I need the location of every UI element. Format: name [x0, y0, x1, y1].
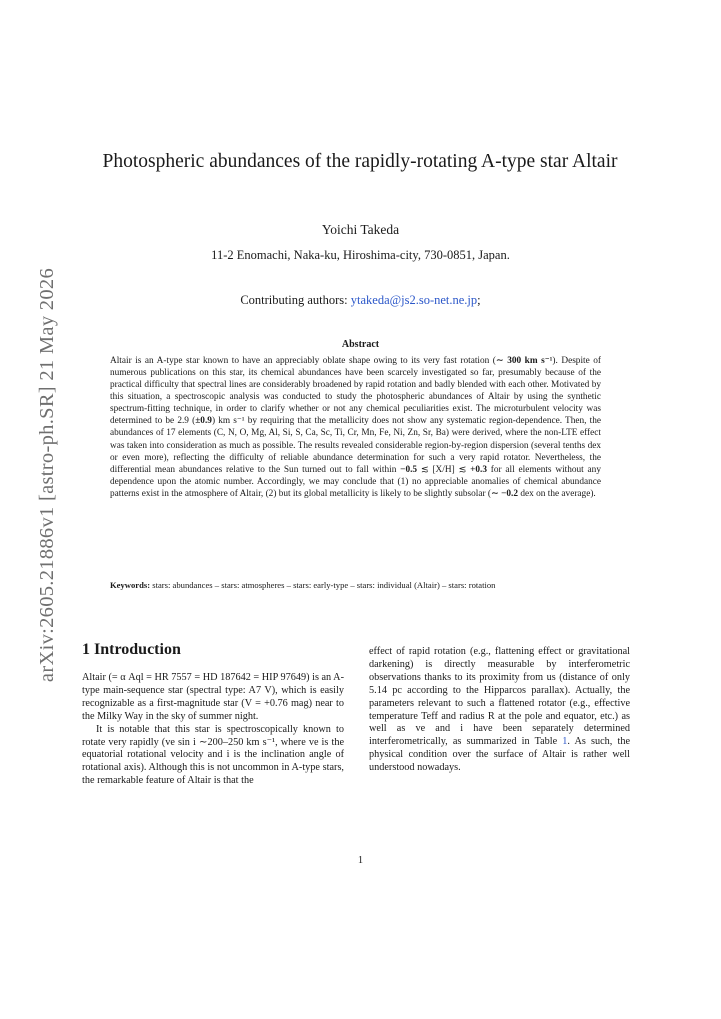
abstract-part-3: ) km s⁻¹ by requiring that the metallicity does not show any systematic region-dependence. Then, the abundances of 17 elements (C, N, O, Mg, Al, Si, S, Ca, Sc, Ti, Cr, Mn, Fe, Ni, Zn, Sr, Ba) were derived, where the non-LTE effect was taken into consideration as much as possible. The results revealed considerable region-by-region dispersion (several tenths dex or even more), reflecting the difficulty of reliable abundance determination for such a very rapid rotator. Nevertheless, the differential mean abundances relative to the Sun turned out to fall within	[110, 416, 601, 475]
keywords-text: stars: abundances – stars: atmospheres – stars: early-type – stars: individual (Altair) – stars: rotation	[150, 580, 496, 590]
paper-title: Photospheric abundances of the rapidly-rotating A-type star Altair	[102, 151, 618, 172]
author-email-link[interactable]: ytakeda@js2.so-net.ne.jp	[350, 293, 478, 307]
abstract-heading: Abstract	[341, 339, 380, 350]
abstract-part-2: ). Despite of numerous publications on this star, its chemical abundances have been scarcely investigated so far, presumably because of the practical difficulty that spectral lines are considerably broadened by rapid rotation and badly blended with each other. Motivated by this situation, a spectroscopic analysis was conducted to study the photospheric abundances of Altair by using the synthetic spectrum-fitting technique, in order to clarify whether or not any chemical peculiarities exist. The microturbulent velocity was determined to be 2.9 (	[110, 356, 602, 427]
keywords-label: Keywords:	[110, 580, 151, 590]
intro-p3-part-2: . As such, the physical condition over the surface of Altair is rather well understood nowadays.	[369, 736, 630, 774]
section-heading-introduction: 1 Introduction	[82, 641, 181, 658]
intro-paragraph-3	[369, 646, 630, 775]
abstract-microturbulence-error: ±0.9	[195, 416, 212, 427]
contributing-authors	[0, 293, 721, 308]
contrib-prefix: Contributing authors:	[240, 293, 351, 307]
abstract-part-5: dex on the average).	[518, 488, 596, 499]
intro-paragraph-1: Altair (= α Aql = HR 7557 = HD 187642 = HIP 97649) is an A-type main-sequence star (spectral type: A7 V), which is easily recognizable as a first-magnitude star (V = +0.76 mag) near to the Milky Way in the sky of summer night.	[82, 672, 344, 722]
abstract-range-low: −0.5	[400, 464, 418, 475]
author-affiliation: 11-2 Enomachi, Naka-ku, Hiroshima-city, 730-0851, Japan.	[211, 248, 510, 262]
table-reference-link[interactable]: 1	[562, 736, 568, 748]
arxiv-identifier: arXiv:2605.21886v1 [astro-ph.SR] 21 May 2026	[36, 268, 58, 683]
intro-p3-part-1: effect of rapid rotation (e.g., flattening effect or gravitational darkening) is directly measurable by interferometric observations thanks to its proximity from us (distance of only 5.14 pc according to the Hipparcos parallax). Actually, the parameters relevant to such a flattened rotator (e.g., effective temperature Teff and radius R at the pole and equator, etc.) as well as ve and i have been separately determined interferometrically, as summarized in Table	[369, 646, 630, 748]
page-number: 1	[357, 855, 364, 866]
contrib-suffix: ;	[477, 293, 481, 307]
abstract-text	[110, 355, 601, 500]
abstract-metallicity: ∼ −0.2	[491, 488, 519, 499]
intro-left-column	[82, 672, 344, 788]
keywords	[110, 580, 601, 591]
intro-right-column	[369, 646, 630, 775]
abstract-part-1: Altair is an A-type star known to have an appreciably oblate shape owing to its very fast rotation (	[110, 356, 496, 366]
abstract-rotation-speed: ∼ 300 km s⁻¹	[495, 356, 553, 366]
abstract-range-high: +0.3	[470, 464, 487, 475]
author-name: Yoichi Takeda	[321, 222, 400, 237]
abstract-part-4: for all elements without any dependence upon the atomic number. Accordingly, we may conclude that (1) no appreciable anomalies of chemical abundance patterns exist in the atmosphere of Altair, (2) but its global metallicity is likely to be slightly subsolar (	[110, 464, 601, 499]
intro-paragraph-2: It is notable that this star is spectroscopically known to rotate very rapidly (ve sin i ∼200–250 km s⁻¹, where ve is the equatorial rotational velocity and i is the inclination angle of rotational axis). Although this is not uncommon in A-type stars, the remarkable feature of Altair is that the	[82, 723, 344, 787]
abstract-range-mid: ≲ [X/H] ≲	[417, 464, 471, 475]
